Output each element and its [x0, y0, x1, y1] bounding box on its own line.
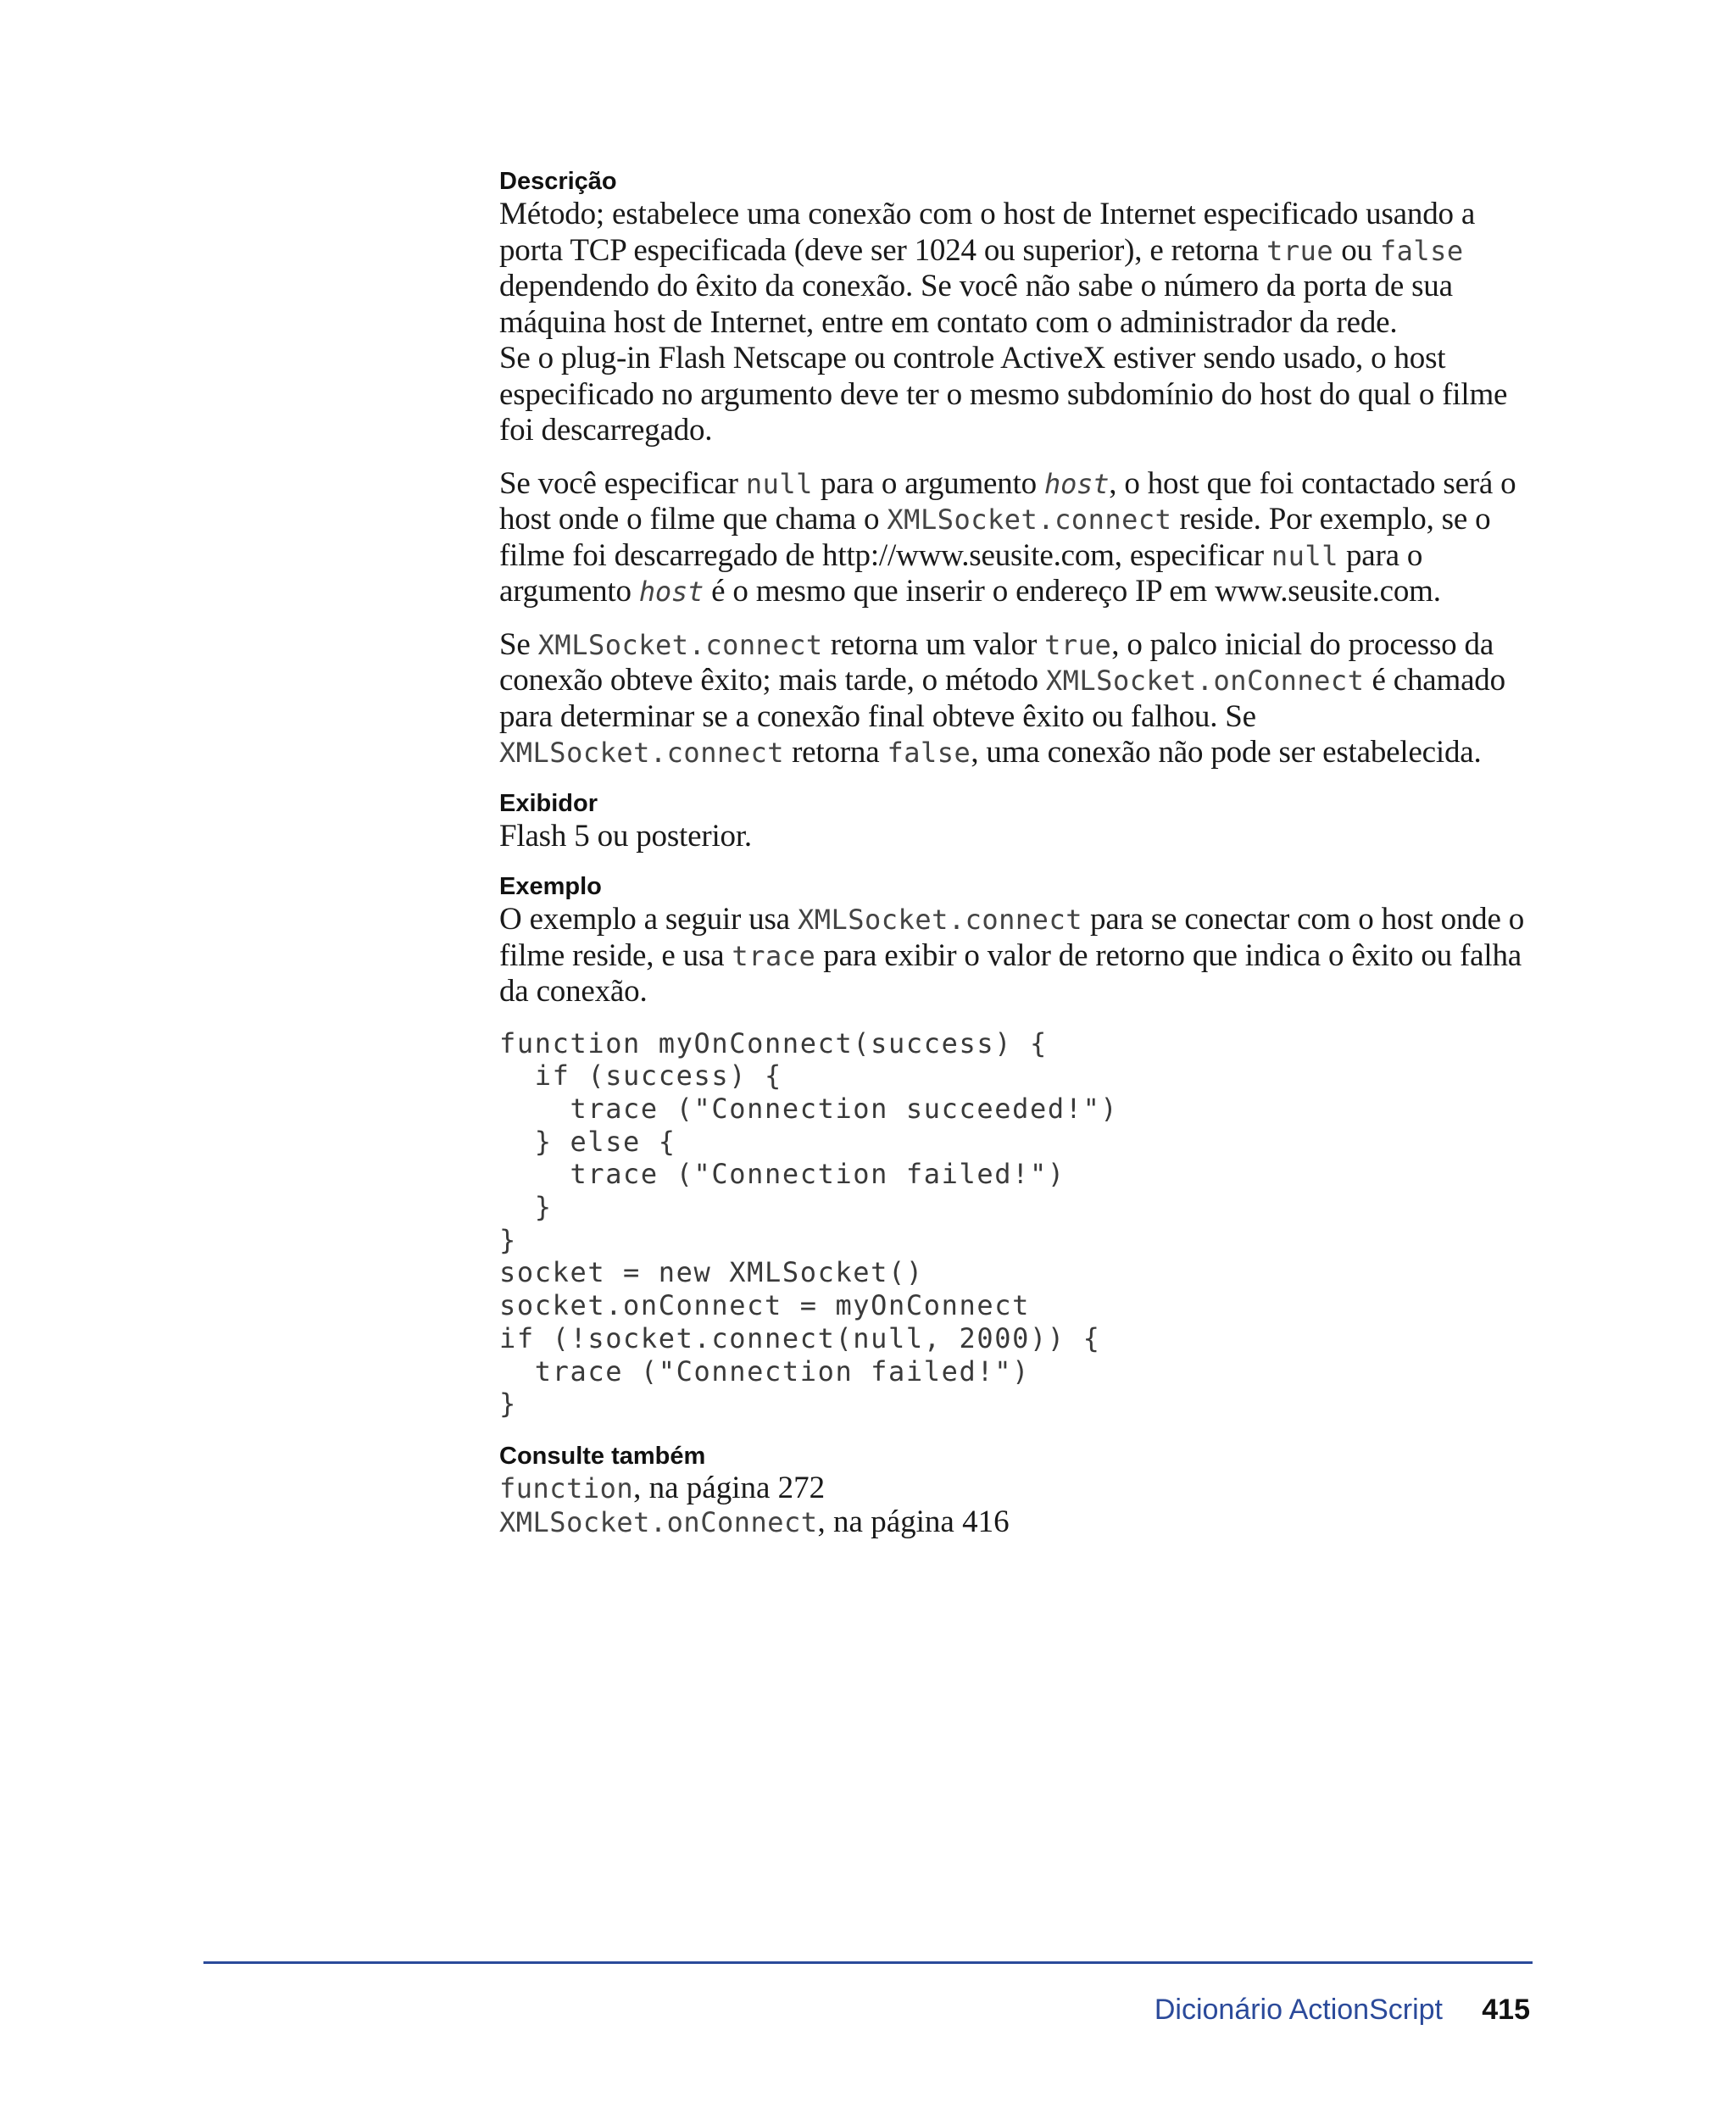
inline-code-italic: host: [1044, 467, 1110, 500]
inline-code: true: [1266, 234, 1334, 267]
inline-code: XMLSocket.connect: [499, 737, 785, 769]
inline-code: false: [887, 737, 971, 769]
section-heading-exemplo: Exemplo: [499, 873, 602, 900]
inline-code: XMLSocket.connect: [797, 904, 1082, 936]
descricao-paragraph-3: Se XMLSocket.connect retorna um valor true, o palco inicial do processo da conexão obteve êxito; mais tarde, o método XMLSocket.onConnect é chamado para determinar se a conexão final obteve êxito ou falhou. Se XMLSocket.connect retorna false, uma conexão não pode ser estabelecida.: [499, 626, 1505, 770]
code-example: function myOnConnect(success) { if (success) { trace ("Connection succeeded!") } else { trace ("Connection failed!") } } socket = new XMLSocket() socket.onConnect = myOnConnect if (!socket.connect(null, 2000)) { trace ("Connection failed!") }: [499, 1026, 1119, 1421]
see-also-link-code: function: [499, 1471, 634, 1504]
inline-code: null: [745, 467, 813, 500]
inline-code: XMLSocket.connect: [537, 628, 823, 661]
section-heading-descricao: Descrição: [499, 168, 617, 195]
descricao-paragraph-2: Se você especificar null para o argumento host, o host que foi contactado será o host onde o filme que chama o XMLSocket.connect reside. Por exemplo, se o filme foi descarregado de http://www.seusite.com, especificar null para o argumento host é o mesmo que inserir o endereço IP em www.seusite.com.: [499, 465, 1516, 609]
inline-code: trace: [732, 939, 816, 972]
inline-code: null: [1271, 539, 1338, 572]
descricao-paragraph-1: Método; estabelece uma conexão com o host de Internet especificado usando a porta TCP especificada (deve ser 1024 ou superior), e retorna true ou false dependendo do êxito da conexão. Se você não sabe o número da porta de sua máquina host de Internet, entre em contato com o administrador da rede.: [499, 197, 1476, 340]
footer-title: Dicionário ActionScript: [1154, 1994, 1443, 2026]
section-heading-consulte: Consulte também: [499, 1442, 706, 1470]
exemplo-paragraph: O exemplo a seguir usa XMLSocket.connect para se conectar com o host onde o filme reside, e usa trace para exibir o valor de retorno que indica o êxito ou falha da conexão.: [499, 902, 1525, 1009]
see-also-link-code: XMLSocket.onConnect: [499, 1505, 818, 1538]
inline-code: XMLSocket.connect: [887, 503, 1172, 536]
inline-code: XMLSocket.onConnect: [1045, 665, 1365, 697]
inline-code: false: [1379, 234, 1464, 267]
inline-code-italic: host: [638, 576, 704, 608]
footer-divider: [203, 1961, 1533, 1964]
section-heading-exibidor: Exibidor: [499, 789, 598, 817]
page-content: [499, 166, 1533, 1539]
exibidor-text: Flash 5 ou posterior.: [499, 818, 752, 854]
see-also-item: function, na página 272: [499, 1470, 826, 1505]
inline-code: true: [1044, 628, 1112, 661]
see-also-item: XMLSocket.onConnect, na página 416: [499, 1504, 1010, 1539]
descricao-paragraph-1b: Se o plug-in Flash Netscape ou controle ActiveX estiver sendo usado, o host especificado no argumento deve ter o mesmo subdomínio do host do qual o filme foi descarregado.: [499, 341, 1508, 448]
page-number: 415: [1482, 1994, 1530, 2026]
